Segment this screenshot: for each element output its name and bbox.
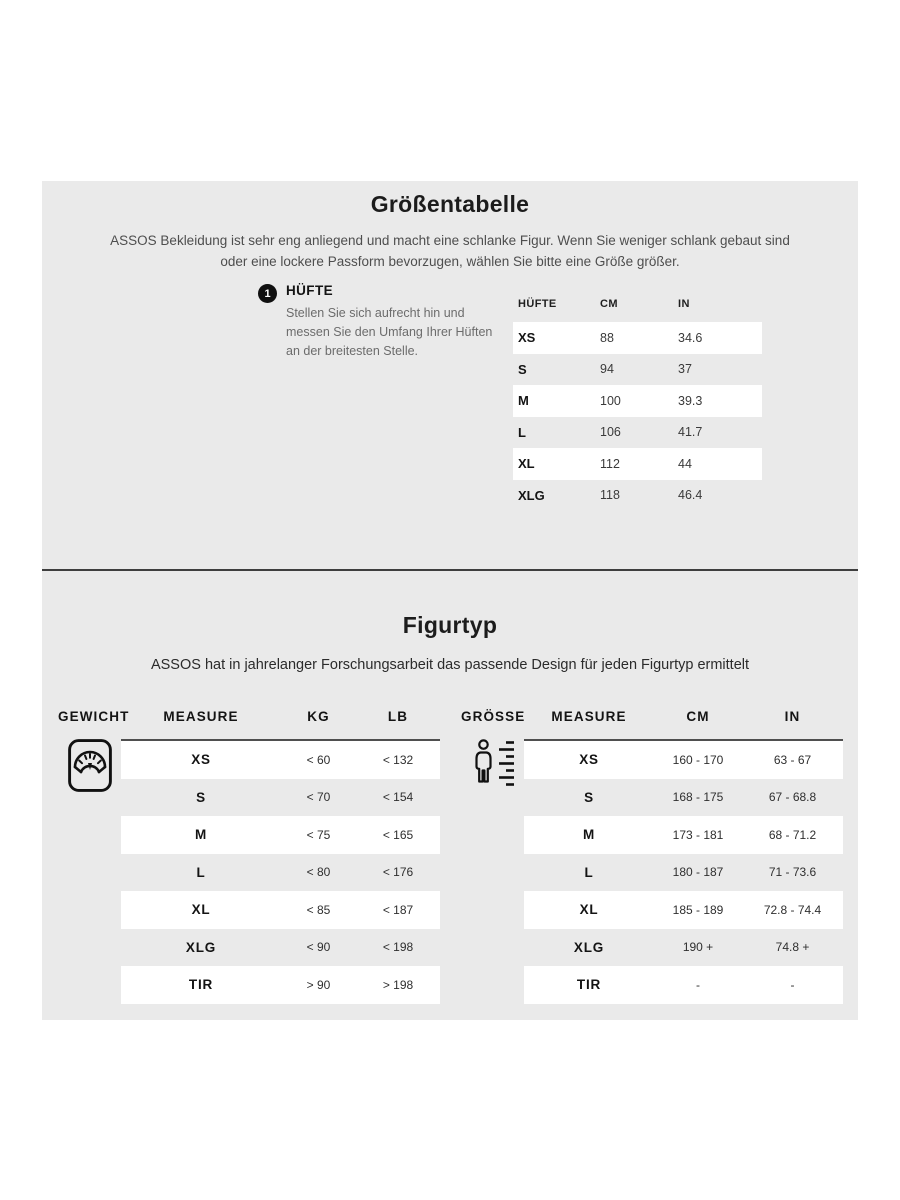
row-kg: < 85 xyxy=(306,902,331,917)
row-in: 34.6 xyxy=(678,330,703,345)
table-row xyxy=(121,929,440,967)
table-row xyxy=(121,779,440,817)
row-size: XL xyxy=(579,902,599,918)
row-size: XS xyxy=(518,330,536,346)
row-size: M xyxy=(518,393,529,409)
table-row xyxy=(513,448,762,480)
row-cm: 190 + xyxy=(682,940,714,955)
hip-measure-instruction xyxy=(258,283,494,361)
row-cm: 160 - 170 xyxy=(672,752,724,767)
row-in: 67 - 68.8 xyxy=(768,790,817,805)
height-table-body xyxy=(445,739,843,1004)
table-row xyxy=(121,741,440,779)
row-cm: 106 xyxy=(600,425,621,440)
weight-group-label: GEWICHT xyxy=(58,708,130,724)
row-kg: < 60 xyxy=(306,752,331,767)
table-row xyxy=(121,854,440,892)
row-size: XS xyxy=(191,752,211,768)
row-size: L xyxy=(196,864,206,880)
height-header-measure: MEASURE xyxy=(551,708,627,724)
figurtyp-description: ASSOS hat in jahrelanger Forschungsarbeit das passende Design für jeden Figurtyp ermittelt xyxy=(150,656,750,673)
weight-table-body xyxy=(42,739,440,1004)
row-size: S xyxy=(584,789,594,805)
height-table xyxy=(524,739,843,1004)
step-content xyxy=(286,283,494,361)
row-cm: 112 xyxy=(600,456,620,471)
figurtyp-section xyxy=(42,571,858,1020)
row-cm: 88 xyxy=(600,330,614,345)
row-lb: < 132 xyxy=(382,752,414,767)
weight-header-measure: MEASURE xyxy=(163,708,239,724)
height-table-group xyxy=(445,701,843,1004)
row-size: XLG xyxy=(573,939,605,955)
row-lb: < 198 xyxy=(382,940,414,955)
hip-table-header xyxy=(513,285,762,322)
row-in: 46.4 xyxy=(678,488,703,503)
height-header-in: IN xyxy=(784,708,801,724)
step-number-badge: 1 xyxy=(258,284,277,303)
row-in: 41.7 xyxy=(678,425,703,440)
row-size: L xyxy=(584,864,594,880)
row-size: XL xyxy=(191,902,211,918)
step-text: Stellen Sie sich aufrecht hin und messen Sie den Umfang Ihrer Hüften an der breitesten Stelle. xyxy=(286,306,493,358)
row-lb: < 165 xyxy=(382,827,414,842)
weight-table-header xyxy=(42,701,440,731)
row-kg: > 90 xyxy=(306,977,331,992)
weight-header-lb: LB xyxy=(387,708,409,724)
row-size: L xyxy=(518,424,526,440)
row-kg: < 90 xyxy=(306,940,331,955)
row-size: M xyxy=(582,827,596,843)
table-row xyxy=(524,816,843,854)
height-table-header xyxy=(445,701,843,731)
row-size: XS xyxy=(579,752,599,768)
table-row xyxy=(513,385,762,417)
row-kg: < 80 xyxy=(306,865,331,880)
row-in: 44 xyxy=(678,456,692,471)
row-size: TIR xyxy=(188,977,214,993)
height-header-cm: CM xyxy=(686,708,710,724)
row-in: - xyxy=(790,977,795,992)
row-cm: 173 - 181 xyxy=(672,827,724,842)
row-cm: - xyxy=(696,977,700,992)
table-row xyxy=(524,854,843,892)
table-row xyxy=(513,354,762,386)
row-in: 63 - 67 xyxy=(773,752,812,767)
height-icon-column xyxy=(445,739,524,1004)
table-row xyxy=(524,741,843,779)
table-row xyxy=(524,779,843,817)
size-chart-title: Größentabelle xyxy=(370,191,530,217)
table-row xyxy=(513,417,762,449)
table-row xyxy=(121,891,440,929)
row-cm: 168 - 175 xyxy=(672,790,724,805)
row-in: 68 - 71.2 xyxy=(768,827,817,842)
weight-header-kg: KG xyxy=(307,708,330,724)
row-cm: 118 xyxy=(600,488,620,503)
row-kg: < 75 xyxy=(306,827,331,842)
table-row xyxy=(513,480,762,512)
row-lb: < 154 xyxy=(382,790,414,805)
scale-icon xyxy=(68,739,121,792)
row-in: 71 - 73.6 xyxy=(768,865,817,880)
row-size: M xyxy=(194,827,208,843)
table-row xyxy=(524,891,843,929)
row-size: S xyxy=(196,789,206,805)
table-row xyxy=(121,816,440,854)
hip-table-body xyxy=(513,322,762,511)
row-cm: 180 - 187 xyxy=(672,865,724,880)
row-in: 74.8 + xyxy=(775,940,810,955)
table-row xyxy=(513,322,762,354)
weight-icon-column xyxy=(42,739,121,1004)
row-size: XLG xyxy=(185,939,217,955)
hip-size-table xyxy=(513,285,762,511)
weight-table xyxy=(121,739,440,1004)
height-group-label: GRÖSSE xyxy=(461,708,526,724)
row-lb: < 187 xyxy=(382,902,414,917)
size-chart-section xyxy=(42,181,858,571)
figurtyp-title: Figurtyp xyxy=(402,612,498,638)
row-size: S xyxy=(518,361,527,377)
row-in: 39.3 xyxy=(678,393,703,408)
person-height-icon xyxy=(473,739,524,791)
row-size: XLG xyxy=(518,487,545,503)
step-title: HÜFTE xyxy=(286,283,333,298)
row-cm: 94 xyxy=(600,362,614,377)
row-in: 37 xyxy=(678,362,692,377)
row-lb: < 176 xyxy=(382,865,414,880)
row-lb: > 198 xyxy=(382,977,414,992)
hip-header-size: HÜFTE xyxy=(518,297,557,310)
row-size: TIR xyxy=(576,977,602,993)
table-row xyxy=(121,966,440,1004)
weight-table-group xyxy=(42,701,440,1004)
hip-header-cm: CM xyxy=(600,297,618,310)
row-kg: < 70 xyxy=(306,790,331,805)
table-row xyxy=(524,966,843,1004)
row-in: 72.8 - 74.4 xyxy=(763,902,822,917)
row-size: XL xyxy=(518,456,535,472)
hip-header-in: IN xyxy=(678,297,690,310)
row-cm: 185 - 189 xyxy=(672,902,724,917)
row-cm: 100 xyxy=(600,393,621,408)
table-row xyxy=(524,929,843,967)
size-chart-description: ASSOS Bekleidung ist sehr eng anliegend und macht eine schlanke Figur. Wenn Sie weniger schlank gebaut sind oder eine lockere Passform bevorzugen, wählen Sie bitte eine Größe größer. xyxy=(110,232,790,269)
